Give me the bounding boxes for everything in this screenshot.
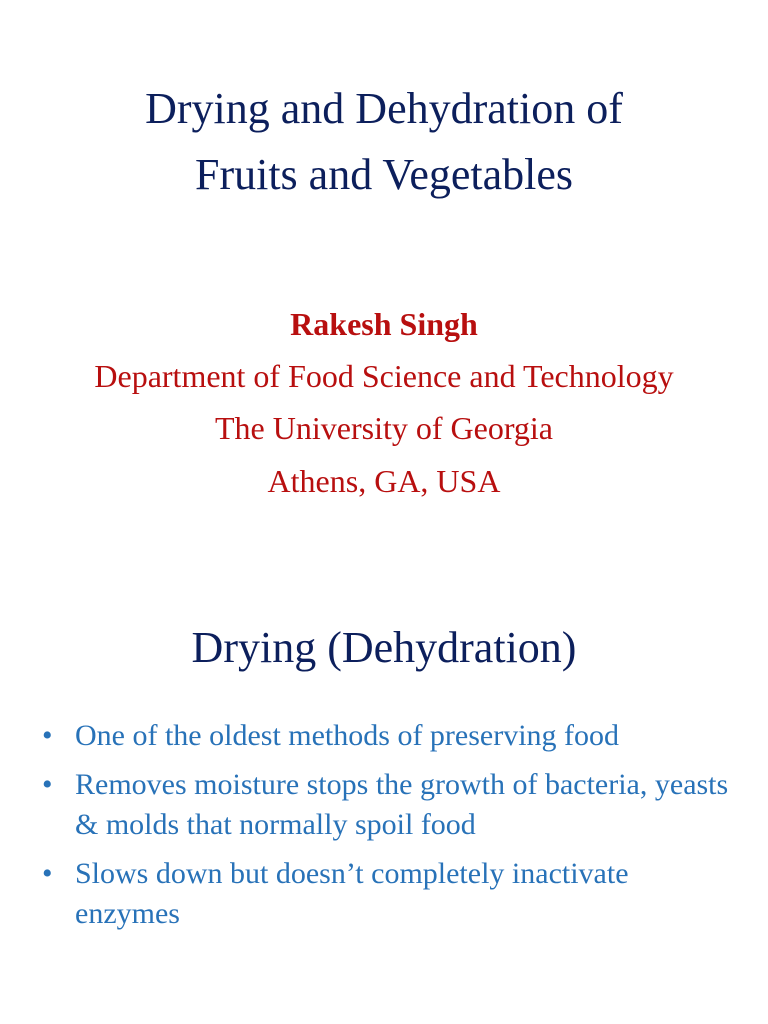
bullet-icon: • <box>42 719 53 752</box>
affiliation-location: Athens, GA, USA <box>267 463 501 499</box>
bullet-text-1: One of the oldest methods of preserving food <box>75 719 620 752</box>
presentation-title <box>40 76 728 208</box>
bullet-text-3: Slows down but doesn’t completely inactivate enzymes <box>75 857 629 930</box>
title-line-2: Fruits and Vegetables <box>194 150 574 199</box>
bullet-item-2 <box>40 765 730 845</box>
bullet-text-2: Removes moisture stops the growth of bacteria, yeasts & molds that normally spoil food <box>75 768 729 841</box>
bullet-item-3 <box>40 854 730 934</box>
slide-heading: Drying (Dehydration) <box>191 623 577 672</box>
author-name: Rakesh Singh <box>290 306 478 342</box>
affiliation-department: Department of Food Science and Technology <box>94 358 674 394</box>
bullet-list <box>40 716 730 943</box>
bullet-icon: • <box>42 768 53 801</box>
affiliation-university: The University of Georgia <box>215 410 553 446</box>
bullet-item-1 <box>40 716 730 756</box>
bullet-icon: • <box>42 857 53 890</box>
title-line-1: Drying and Dehydration of <box>145 84 623 133</box>
